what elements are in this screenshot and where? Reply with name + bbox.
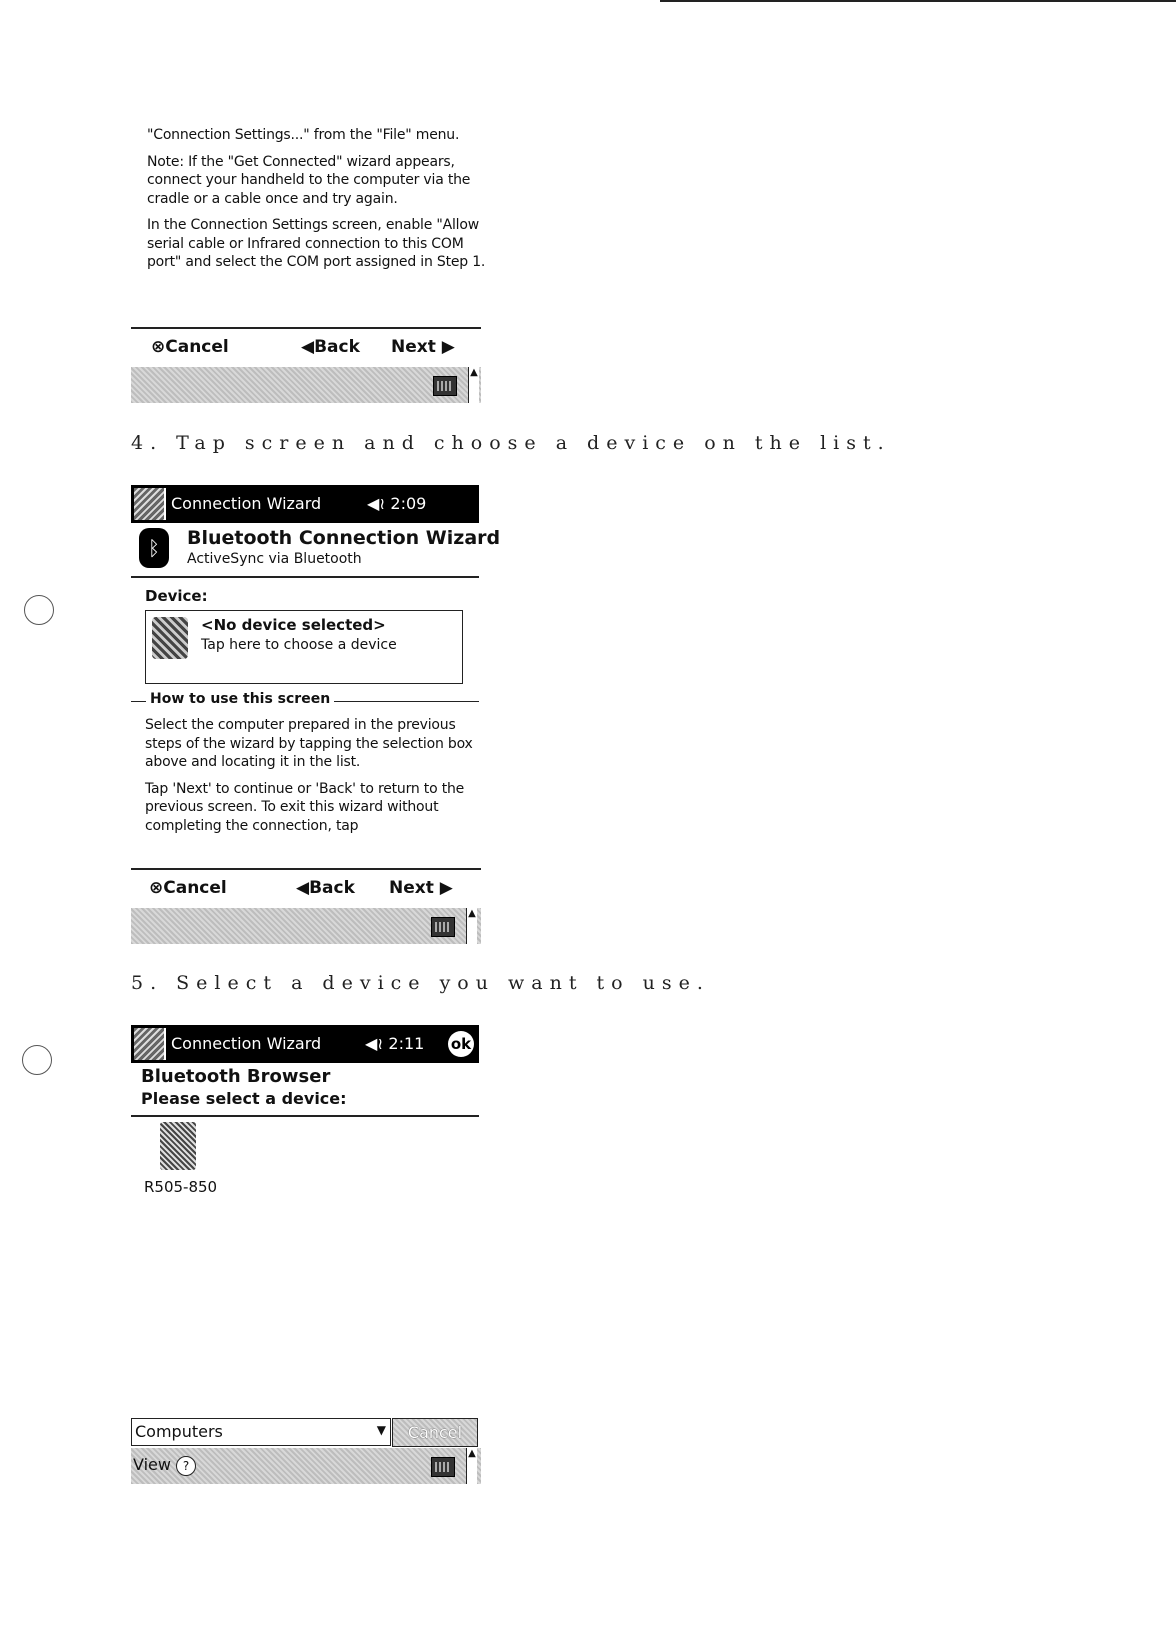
- bluetooth-icon: ᛒ: [139, 528, 169, 568]
- howto-p2: Tap 'Next' to continue or 'Back' to return to the previous screen. To exit this wizard without completing the connection, tap: [145, 780, 465, 834]
- cancel-icon: ⊗: [149, 878, 164, 898]
- back-button[interactable]: ◀Back: [296, 878, 355, 898]
- clock[interactable]: ◀≀ 2:09: [367, 494, 427, 513]
- filter-value: Computers: [135, 1422, 223, 1441]
- device-selector[interactable]: [145, 610, 463, 684]
- keyboard-icon[interactable]: [431, 1457, 455, 1477]
- input-up-icon[interactable]: ▲: [466, 908, 477, 944]
- divider: [131, 576, 479, 578]
- intro-text: [147, 126, 487, 280]
- step-4-instruction: 4. Tap screen and choose a device on the list.: [131, 432, 891, 454]
- intro-note: Note: If the "Get Connected" wizard appears, connect your handheld to the computer via the cradle or a cable once and try again.: [147, 153, 471, 207]
- next-button[interactable]: Next ▶: [389, 878, 453, 898]
- title-text: Connection Wizard: [171, 1034, 322, 1053]
- intro-line: "Connection Settings..." from the "File" menu.: [147, 127, 460, 143]
- cancel-icon: ⊗: [151, 337, 166, 357]
- chevron-down-icon: ▼: [376, 1423, 386, 1437]
- next-arrow-icon: ▶: [441, 337, 455, 357]
- top-rule: [660, 0, 1176, 2]
- device-value: <No device selected>: [201, 616, 386, 634]
- input-up-icon[interactable]: ▲: [466, 1448, 477, 1484]
- keyboard-icon[interactable]: [431, 917, 455, 937]
- menu-bar: [131, 367, 481, 403]
- binder-hole: [22, 1045, 52, 1075]
- back-arrow-icon: ◀: [296, 878, 310, 898]
- menu-bar: [131, 908, 481, 944]
- howto-text: [145, 716, 475, 843]
- browser-heading: Bluetooth Browser: [141, 1066, 331, 1087]
- next-button[interactable]: Next ▶: [391, 337, 455, 357]
- cancel-button[interactable]: ⊗Cancel: [149, 878, 227, 898]
- browser-subheading: Please select a device:: [141, 1089, 347, 1108]
- back-button[interactable]: ◀Back: [301, 337, 360, 357]
- cancel-button[interactable]: ⊗Cancel: [151, 337, 229, 357]
- computer-icon: [160, 1122, 196, 1170]
- howto-p1: Select the computer prepared in the previous steps of the wizard by tapping the selection box above and locating it in the list.: [145, 717, 473, 770]
- windows-start-icon[interactable]: [134, 488, 166, 520]
- device-hint: Tap here to choose a device: [201, 637, 397, 653]
- input-up-icon[interactable]: ▲: [468, 367, 479, 403]
- cancel-button[interactable]: Cancel: [392, 1418, 478, 1447]
- device-label: Device:: [145, 587, 208, 605]
- device-icon: [152, 617, 188, 659]
- howto-title: How to use this screen: [146, 691, 334, 707]
- wizard-nav-bar: [131, 868, 481, 908]
- divider: [131, 1115, 479, 1117]
- title-text: Connection Wizard: [171, 494, 322, 513]
- wizard-nav-bar: [131, 327, 481, 367]
- wizard-heading: Bluetooth Connection Wizard: [187, 527, 501, 549]
- intro-settings: In the Connection Settings screen, enable "Allow serial cable or Infrared connection to this COM port" and select the COM port assigned in Step 1.: [147, 217, 486, 270]
- ok-button[interactable]: ok: [448, 1031, 474, 1057]
- binder-hole: [24, 595, 54, 625]
- speaker-icon: ◀≀: [367, 494, 391, 513]
- title-bar: [131, 485, 479, 523]
- device-name: R505-850: [144, 1178, 218, 1196]
- back-arrow-icon: ◀: [301, 337, 315, 357]
- speaker-icon: ◀≀: [365, 1034, 389, 1053]
- keyboard-icon[interactable]: [433, 376, 457, 396]
- clock[interactable]: ◀≀ 2:11: [365, 1034, 425, 1053]
- view-menu[interactable]: View ?: [133, 1455, 196, 1476]
- step-5-instruction: 5. Select a device you want to use.: [131, 972, 710, 994]
- windows-start-icon[interactable]: [134, 1028, 166, 1060]
- title-bar: [131, 1025, 479, 1063]
- wizard-subheading: ActiveSync via Bluetooth: [187, 551, 362, 567]
- next-arrow-icon: ▶: [439, 878, 453, 898]
- filter-dropdown[interactable]: [131, 1418, 391, 1446]
- help-icon[interactable]: ?: [176, 1456, 196, 1476]
- device-item[interactable]: [140, 1120, 220, 1200]
